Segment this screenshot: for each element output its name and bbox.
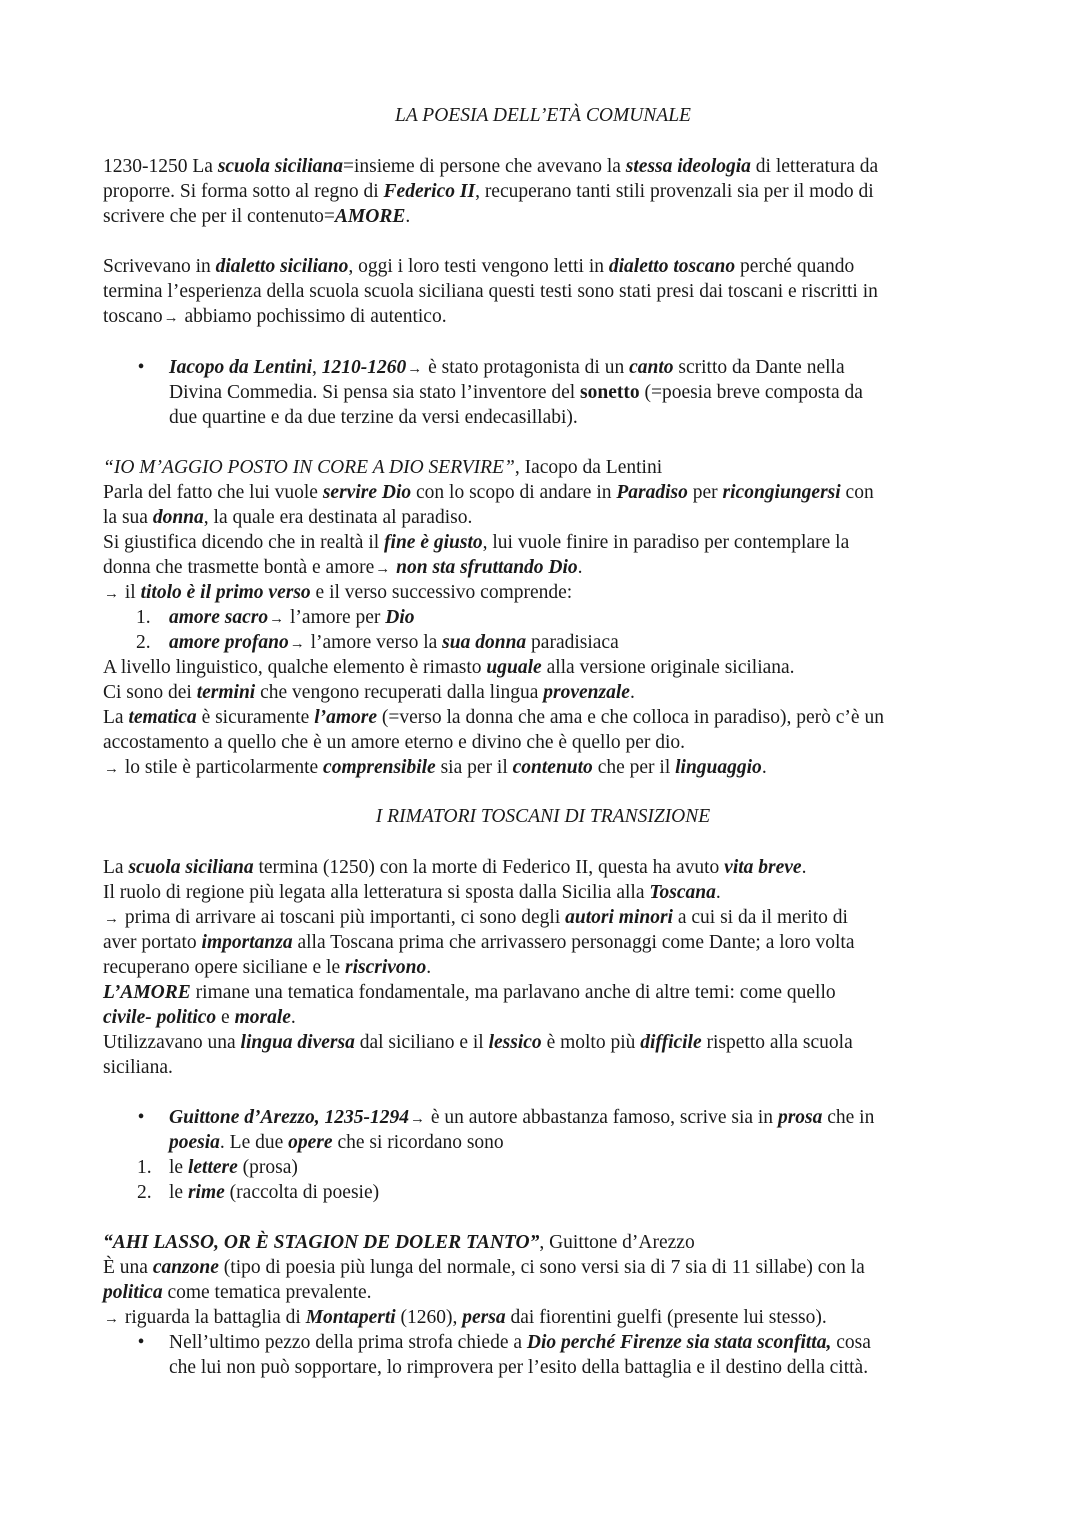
arrow-glyph: → <box>289 636 305 652</box>
text-line <box>103 1055 173 1080</box>
poem-heading-line <box>103 455 662 480</box>
bullet-text-line <box>169 405 578 430</box>
text-run: . <box>629 682 635 703</box>
text-run: (tipo di poesia più lunga del normale, ci sono versi sia di 7 sia di 11 sillabe) con la <box>218 1257 865 1278</box>
text-run: rispetto alla scuola <box>701 1032 853 1053</box>
text-line <box>103 955 431 980</box>
arrow-glyph: → <box>407 361 423 377</box>
emphasis-text: tematica <box>128 707 197 728</box>
text-line <box>103 254 854 279</box>
emphasis-text: morale <box>234 1007 291 1028</box>
emphasis-text: difficile <box>640 1032 702 1053</box>
text-line <box>103 580 572 607</box>
text-run: Si giustifica dicendo che in realtà il <box>103 532 385 553</box>
emphasis-text: termini <box>196 682 256 703</box>
text-line <box>103 855 806 880</box>
text-run: con <box>840 482 874 503</box>
text-run: abbiamo pochissimo di autentico. <box>179 306 447 327</box>
text-run: , <box>312 357 322 378</box>
text-run: come tematica prevalente. <box>162 1282 372 1303</box>
list-item <box>169 605 415 632</box>
text-line <box>103 705 884 730</box>
emphasis-text: linguaggio <box>675 757 762 778</box>
text-run: riguarda la battaglia di <box>120 1307 306 1328</box>
text-run: Nell’ultimo pezzo della prima strofa chiede a <box>169 1332 527 1353</box>
emphasis-text: contenuto <box>512 757 593 778</box>
text-run: che si ricordano sono <box>332 1132 504 1153</box>
emphasis-text: donna <box>152 507 204 528</box>
emphasis-text: l’amore <box>314 707 378 728</box>
text-run: (=poesia breve composta da <box>639 382 863 403</box>
text-run: A livello linguistico, qualche elemento è rimasto <box>103 657 487 678</box>
text-line <box>103 655 795 680</box>
emphasis-text: sua donna <box>442 632 527 653</box>
text-line <box>103 179 874 204</box>
emphasis-text: riscrivono <box>345 957 427 978</box>
arrow-glyph: → <box>104 911 119 927</box>
emphasis-text: servire Dio <box>322 482 412 503</box>
text-run: sia per il <box>435 757 513 778</box>
text-run: . <box>577 557 583 578</box>
text-run: due quartine e da due terzine da versi endecasillabi). <box>169 407 578 428</box>
bullet-text-line <box>169 380 863 405</box>
text-run: , lui vuole finire in paradiso per contemplare la <box>482 532 850 553</box>
title-poesia-eta-comunale: LA POESIA DELL’ETÀ COMUNALE <box>395 105 691 126</box>
text-run: termina (1250) con la morte di Federico II, questa ha avuto <box>253 857 725 878</box>
list-number: 1. <box>137 1157 152 1178</box>
text-line <box>103 1305 827 1332</box>
text-line <box>103 680 635 705</box>
emphasis-text: stessa ideologia <box>625 156 751 177</box>
poem-heading-line <box>103 1230 695 1255</box>
text-run: (=verso la donna che ama e che colloca in paradiso), però c’è un <box>377 707 884 728</box>
text-line <box>103 905 848 932</box>
emphasis-text: poesia <box>169 1132 220 1153</box>
emphasis-text: autori minori <box>565 907 673 928</box>
arrow-glyph: → <box>409 1111 425 1127</box>
text-run: prima di arrivare ai toscani più importanti, ci sono degli <box>120 907 566 928</box>
text-run: accostamento a quello che è un amore eterno e divino che è quello per dio. <box>103 732 686 753</box>
text-line <box>103 1030 853 1055</box>
text-line <box>103 930 855 955</box>
text-run: Scrivevano in <box>103 256 216 277</box>
text-run: scritto da Dante nella <box>673 357 845 378</box>
text-run: che per il <box>592 757 676 778</box>
emphasis-text: scuola siciliana <box>217 156 343 177</box>
arrow-glyph: → <box>269 611 285 627</box>
text-run: alla Toscana prima che arrivassero personaggi come Dante; a loro volta <box>292 932 855 953</box>
list-item <box>169 1155 298 1180</box>
emphasis-text: uguale <box>486 657 542 678</box>
text-run: (prosa) <box>237 1157 298 1178</box>
text-run: Utilizzavano una <box>103 1032 241 1053</box>
text-run: aver portato <box>103 932 202 953</box>
text-run: . <box>801 857 807 878</box>
list-number: 2. <box>137 1182 152 1203</box>
text-run: e il verso successivo comprende: <box>310 582 573 603</box>
emphasis-text: canzone <box>152 1257 219 1278</box>
bullet-marker: • <box>137 1332 145 1353</box>
emphasis-text: rime <box>187 1182 225 1203</box>
text-line <box>103 304 447 331</box>
text-line <box>103 480 874 505</box>
emphasis-text: Paradiso <box>616 482 688 503</box>
text-run: scrivere che per il contenuto= <box>103 206 335 227</box>
text-run: siciliana. <box>103 1057 173 1078</box>
text-run: è stato protagonista di un <box>423 357 630 378</box>
text-line <box>103 279 878 304</box>
text-run: Il ruolo di regione più legata alla letteratura si sposta dalla Sicilia alla <box>103 882 650 903</box>
emphasis-text: Toscana <box>649 882 716 903</box>
emphasis-text: politica <box>103 1282 163 1303</box>
text-run: dal siciliano e il <box>354 1032 489 1053</box>
text-run: paradisiaca <box>526 632 619 653</box>
text-run: 1230-1250 La <box>103 156 218 177</box>
text-run: rimane una tematica fondamentale, ma parlavano anche di altre temi: come quello <box>190 982 836 1003</box>
text-run: Divina Commedia. Si pensa sia stato l’inventore del <box>169 382 581 403</box>
bullet-marker: • <box>137 1107 145 1128</box>
text-run: . <box>426 957 432 978</box>
emphasis-text: Guittone d’Arezzo, 1235-1294 <box>169 1107 409 1128</box>
text-run: (raccolta di poesie) <box>224 1182 380 1203</box>
emphasis-text: Dio perché Firenze sia stata sconfitta, <box>526 1332 832 1353</box>
emphasis-text: amore sacro <box>169 607 269 628</box>
text-run: le <box>169 1182 188 1203</box>
text-line <box>103 530 849 555</box>
text-run: . <box>761 757 767 778</box>
text-run: perché quando <box>735 256 855 277</box>
list-item <box>169 1180 379 1205</box>
text-run: . <box>405 206 411 227</box>
text-line <box>103 204 410 229</box>
text-run: , la quale era destinata al paradiso. <box>203 507 473 528</box>
text-line <box>103 730 685 755</box>
text-run: , Iacopo da Lentini <box>514 457 663 478</box>
text-line <box>103 555 583 582</box>
emphasis-text: provenzale <box>543 682 630 703</box>
text-line <box>103 880 721 905</box>
text-run: donna che trasmette bontà e amore <box>103 557 375 578</box>
text-run: con lo scopo di andare in <box>411 482 617 503</box>
bullet-text-line <box>169 1130 504 1155</box>
bullet-text-line <box>169 1105 874 1132</box>
emphasis-text: “AHI LASSO, OR È STAGION DE DOLER TANTO” <box>103 1232 540 1253</box>
text-run: , recuperano tanti stili provenzali sia per il modo di <box>475 181 874 202</box>
text-run: il <box>120 582 141 603</box>
emphasis-text: Federico II <box>383 181 476 202</box>
text-run: toscano <box>103 306 163 327</box>
text-run: Ci sono dei <box>103 682 197 703</box>
list-number: 2. <box>136 632 151 653</box>
emphasis-text: “IO M’AGGIO POSTO IN CORE A DIO SERVIRE” <box>103 457 515 478</box>
emphasis-text: lettere <box>187 1157 238 1178</box>
emphasis-text: Dio <box>385 607 415 628</box>
text-run: alla versione originale siciliana. <box>541 657 795 678</box>
bullet-text-line <box>169 1330 871 1355</box>
text-run: La <box>103 707 129 728</box>
text-run: cosa <box>831 1332 871 1353</box>
text-run: proporre. Si forma sotto al regno di <box>103 181 384 202</box>
text-run: a cui si da il merito di <box>672 907 848 928</box>
text-run: recuperano opere siciliane e le <box>103 957 345 978</box>
arrow-glyph: → <box>104 586 119 602</box>
emphasis-text: comprensibile <box>323 757 436 778</box>
text-run: l’amore verso la <box>305 632 443 653</box>
text-run: è sicuramente <box>196 707 315 728</box>
emphasis-text: sonetto <box>580 382 640 403</box>
bullet-text-line <box>169 1355 868 1380</box>
arrow-glyph: → <box>104 1311 119 1327</box>
text-run: È una <box>103 1257 153 1278</box>
emphasis-text: Iacopo da Lentini <box>169 357 313 378</box>
emphasis-text: Montaperti <box>305 1307 396 1328</box>
emphasis-text: importanza <box>201 932 293 953</box>
emphasis-text: opere <box>288 1132 333 1153</box>
text-run: che vengono recuperati dalla lingua <box>255 682 544 703</box>
emphasis-text: titolo è il primo verso <box>140 582 311 603</box>
text-run: La <box>103 857 129 878</box>
text-run: , oggi i loro testi vengono letti in <box>348 256 609 277</box>
text-run: (1260), <box>395 1307 463 1328</box>
text-run: . Le due <box>219 1132 289 1153</box>
text-run: . <box>715 882 721 903</box>
emphasis-text: lingua diversa <box>240 1032 355 1053</box>
text-line <box>103 755 767 782</box>
emphasis-text: AMORE <box>334 206 406 227</box>
text-run: la sua <box>103 507 153 528</box>
list-item <box>169 630 619 657</box>
text-line <box>103 505 472 530</box>
emphasis-text: dialetto toscano <box>608 256 736 277</box>
emphasis-text: prosa <box>777 1107 823 1128</box>
text-run: che in <box>822 1107 875 1128</box>
text-run: è un autore abbastanza famoso, scrive sia in <box>425 1107 778 1128</box>
emphasis-text: dialetto siciliano <box>215 256 349 277</box>
emphasis-text: L’AMORE <box>103 982 191 1003</box>
emphasis-text: vita breve <box>724 857 802 878</box>
emphasis-text: scuola siciliana <box>128 857 254 878</box>
emphasis-text: 1210-1260 <box>321 357 407 378</box>
text-run: lo stile è particolarmente <box>120 757 324 778</box>
arrow-glyph: → <box>163 310 179 326</box>
emphasis-text: lessico <box>488 1032 542 1053</box>
arrow-glyph: → <box>104 761 119 777</box>
bullet-marker: • <box>137 357 145 378</box>
text-line <box>103 1005 296 1030</box>
text-run: e <box>216 1007 235 1028</box>
text-line <box>103 1280 372 1305</box>
text-run: dai fiorentini guelfi (presente lui stesso). <box>505 1307 827 1328</box>
text-run: le <box>169 1157 188 1178</box>
emphasis-text: non sta sfruttando Dio <box>396 557 578 578</box>
text-run: è molto più <box>541 1032 641 1053</box>
text-run: =insieme di persone che avevano la <box>342 156 626 177</box>
emphasis-text: canto <box>629 357 674 378</box>
emphasis-text: persa <box>462 1307 506 1328</box>
list-number: 1. <box>136 607 151 628</box>
emphasis-text: amore profano <box>169 632 289 653</box>
text-run: di letteratura da <box>750 156 879 177</box>
text-run: , Guittone d’Arezzo <box>539 1232 695 1253</box>
text-run: termina l’esperienza della scuola scuola siciliana questi testi sono stati presi dai toscani e riscritti in <box>103 281 878 302</box>
emphasis-text: fine è giusto <box>384 532 483 553</box>
text-run: Parla del fatto che lui vuole <box>103 482 323 503</box>
arrow-glyph: → <box>375 561 391 577</box>
text-run: per <box>687 482 723 503</box>
text-line <box>103 154 878 179</box>
text-line <box>103 980 836 1005</box>
bullet-text-line <box>169 355 845 382</box>
text-run: l’amore per <box>285 607 386 628</box>
text-line <box>103 1255 865 1280</box>
title-rimatori-toscani: I RIMATORI TOSCANI DI TRANSIZIONE <box>375 806 711 827</box>
emphasis-text: ricongiungersi <box>722 482 841 503</box>
text-run: che lui non può sopportare, lo rimprovera per l’esito della battaglia e il destino della città. <box>169 1357 869 1378</box>
text-run: . <box>290 1007 296 1028</box>
emphasis-text: civile- politico <box>103 1007 217 1028</box>
